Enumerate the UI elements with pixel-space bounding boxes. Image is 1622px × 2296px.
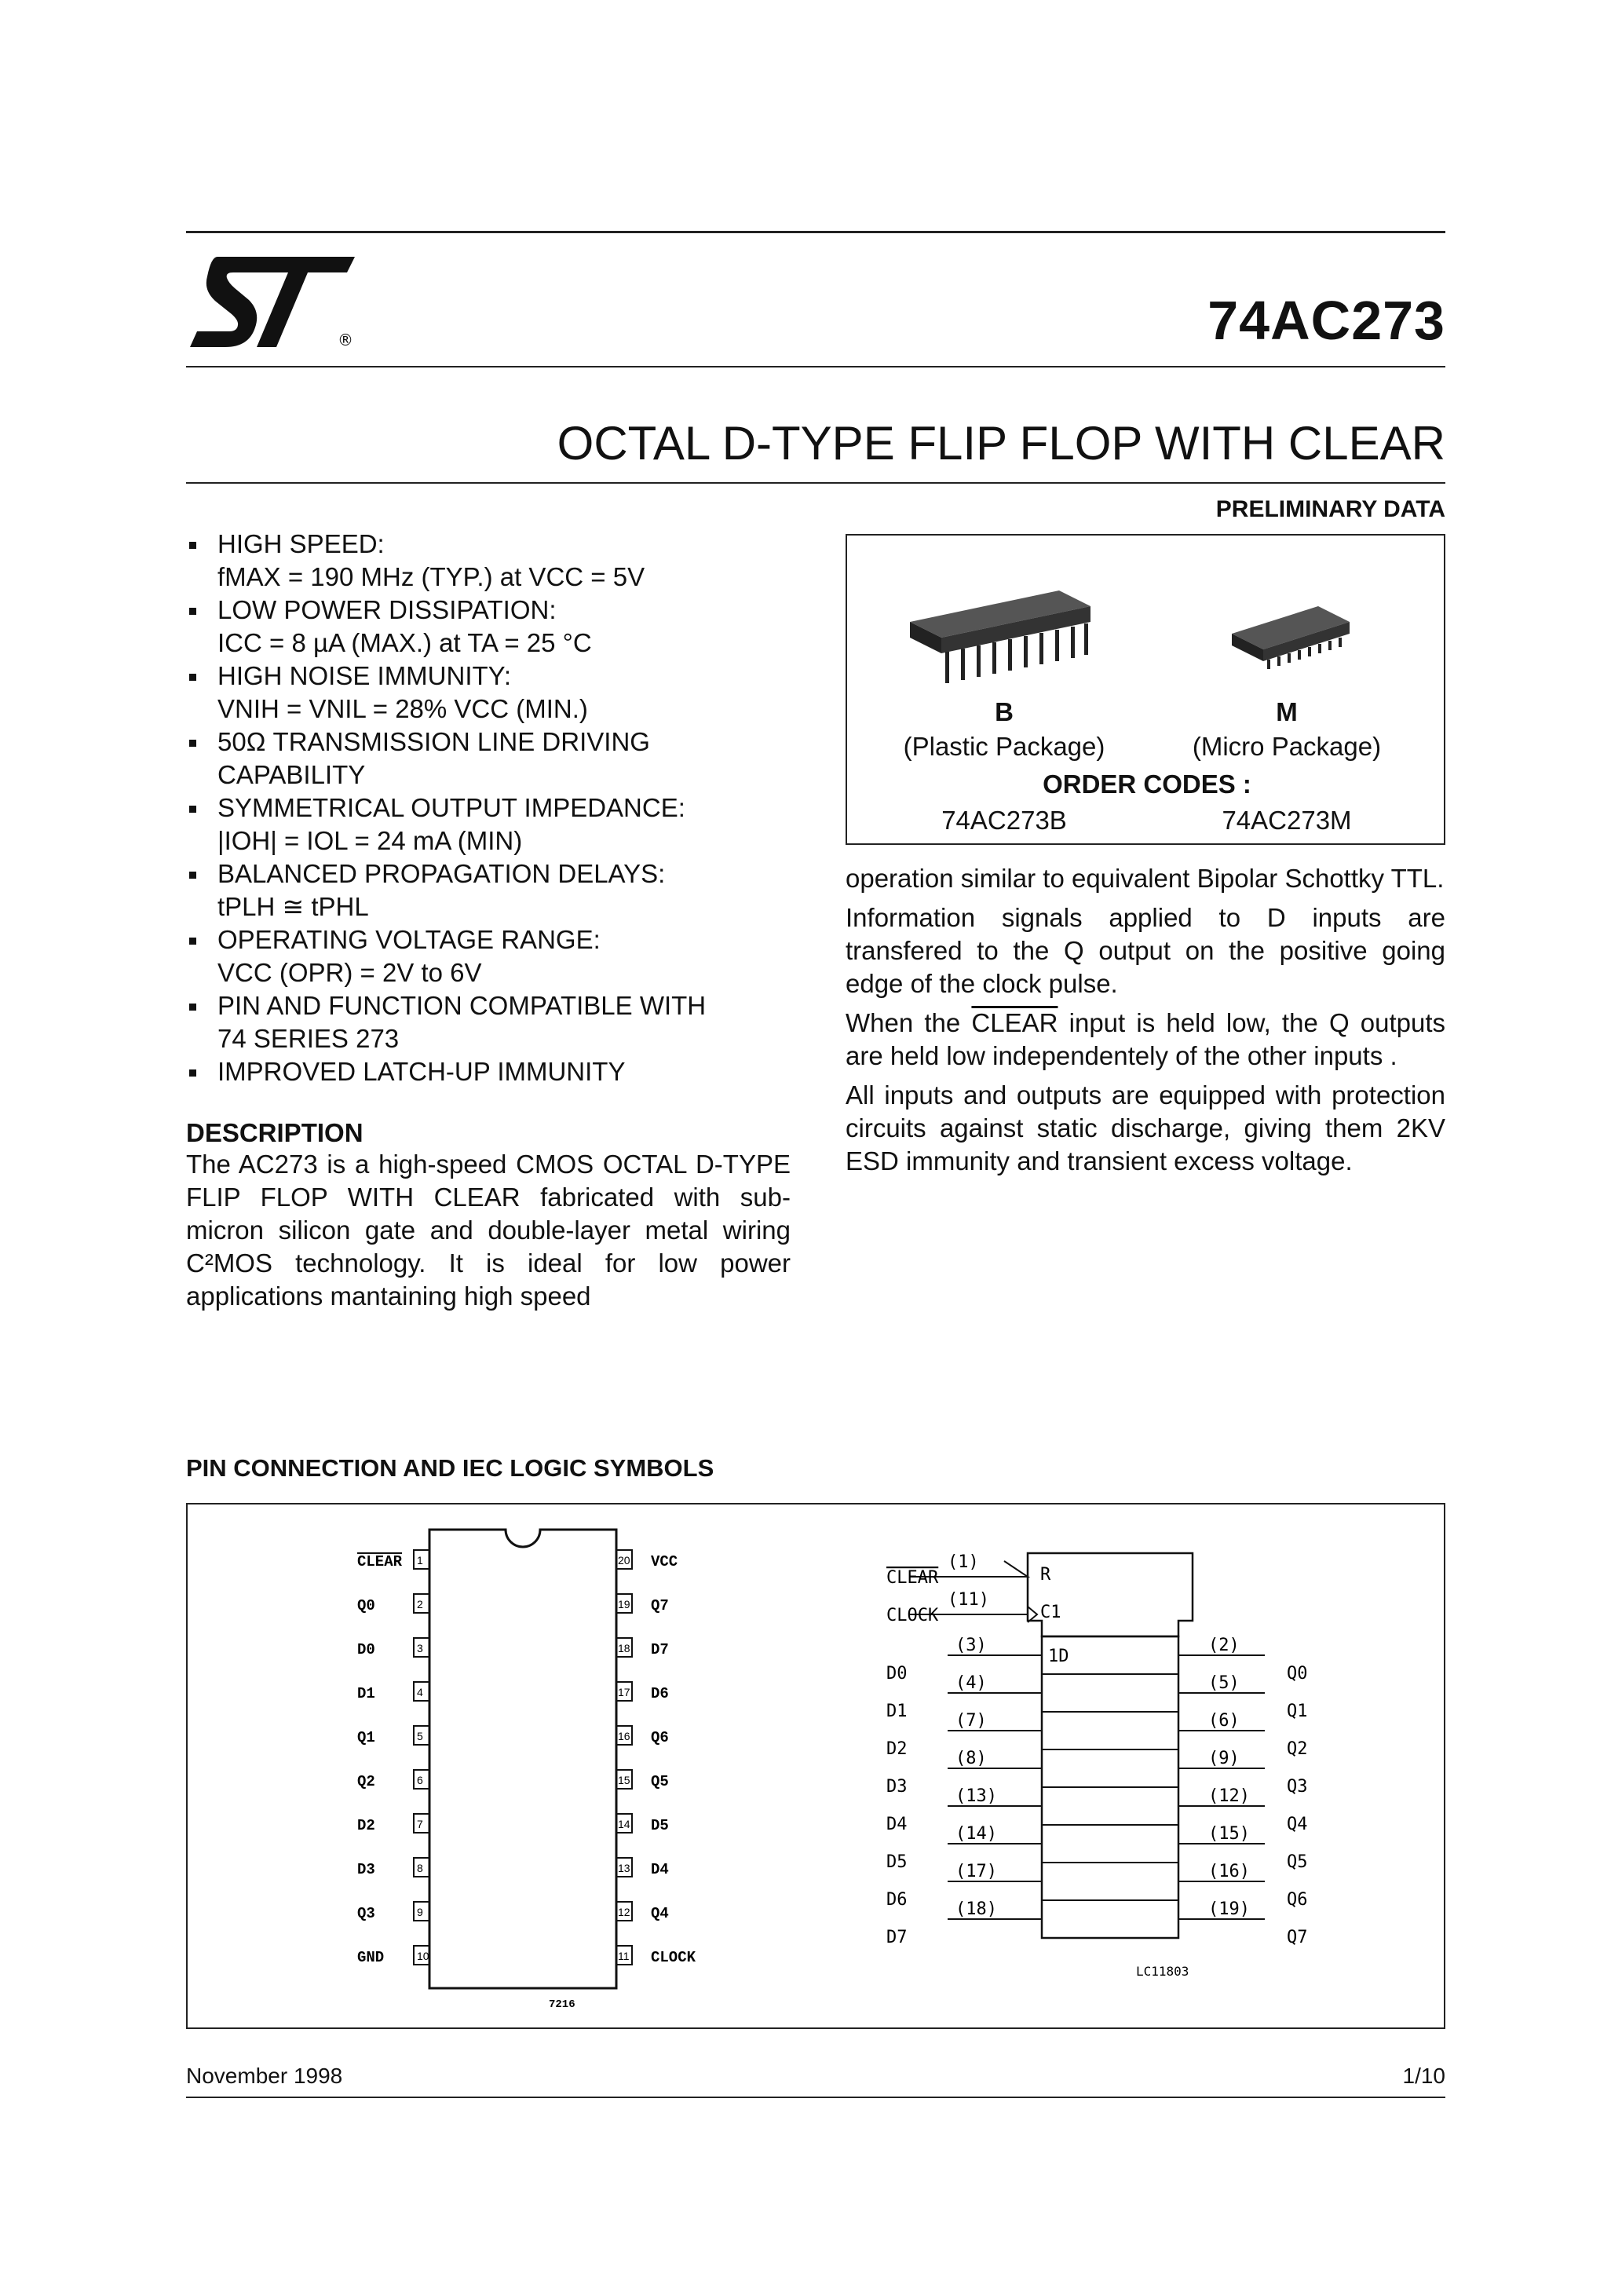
iec-pin-number: (12) [1208,1786,1250,1806]
dip-pin-label: Q1 [357,1729,375,1746]
iec-output-label: Q2 [1287,1739,1308,1759]
dip-package-icon [902,575,1098,685]
dip-pin-label: Q4 [651,1905,669,1922]
dip-pin-number: 17 [618,1686,630,1698]
iec-negation-mark [1004,1561,1028,1577]
dip-pin-label: D5 [651,1817,669,1834]
iec-input-label: D6 [886,1890,908,1910]
dip-pin-label: Q3 [357,1905,375,1922]
dip-pin-label: Q0 [357,1597,375,1614]
dip-pin-number: 19 [618,1598,630,1610]
order-code-b: 74AC273B [941,806,1067,835]
iec-output-label: Q0 [1287,1664,1308,1684]
dip-pin-label: VCC [651,1553,678,1570]
dip-pin-number: 8 [417,1862,423,1874]
description-continued [846,862,1445,1184]
iec-pin-number: (13) [955,1786,997,1806]
package-m-name: (Micro Package) [1192,732,1382,761]
iec-pin-number: (7) [955,1711,987,1731]
feature-item: SYMMETRICAL OUTPUT IMPEDANCE: |IOH| = IOL = 24 mA (MIN) [186,792,814,857]
iec-output-label: Q7 [1287,1928,1308,1947]
feature-item: BALANCED PROPAGATION DELAYS: tPLH ≅ tPHL [186,857,814,923]
order-code-m: 74AC273M [1222,806,1352,835]
dip-pin-label: D2 [357,1817,375,1834]
iec-input-label: D1 [886,1702,908,1721]
description-para-5: All inputs and outputs are equipped with protection circuits against static discharge, giving them 2KV ESD immunity and transient excess voltage. [846,1080,1445,1175]
feature-item: HIGH NOISE IMMUNITY: VNIH = VNIL = 28% VCC (MIN.) [186,660,814,726]
dip-pin-label: Q2 [357,1773,375,1790]
dip-pin-number: 20 [618,1554,630,1567]
iec-input-label: D2 [886,1739,908,1759]
iec-pin-number: (3) [955,1636,987,1655]
dip-pin-label: D6 [651,1685,669,1702]
page-number: 1/10 [1402,2064,1445,2088]
iec-pin-number: (18) [955,1899,997,1919]
dip-pin-number: 2 [417,1598,423,1610]
document-title: OCTAL D-TYPE FLIP FLOP WITH CLEAR [557,417,1445,470]
dip-pin-number: 12 [618,1906,630,1918]
iec-control-block [1028,1553,1193,1636]
iec-output-label: Q4 [1287,1815,1308,1834]
dip-pin-number: 14 [618,1818,630,1830]
dip-pin-number: 13 [618,1862,630,1874]
bullet-icon [189,542,196,549]
feature-item: PIN AND FUNCTION COMPATIBLE WITH 74 SERIES 273 [186,989,814,1055]
bullet-icon [189,806,196,813]
iec-clear-label: CLEAR [886,1568,939,1588]
dip-pin-label: Q7 [651,1597,669,1614]
feature-list [186,528,814,1088]
st-logo [186,245,367,363]
feature-item: OPERATING VOLTAGE RANGE: VCC (OPR) = 2V to 6V [186,923,814,989]
dip-pin-number: 9 [417,1906,423,1918]
iec-pin-number: (8) [955,1749,987,1768]
dip-pin-label: Q6 [651,1729,669,1746]
package-b-name: (Plastic Package) [903,732,1105,761]
bullet-icon [189,872,196,879]
dip-pin-label: D3 [357,1861,375,1878]
bullet-icon [189,1004,196,1011]
pin-diagram-box [186,1503,1445,2029]
status-label: PRELIMINARY DATA [1215,496,1445,522]
iec-pin-number: (11) [948,1590,989,1610]
iec-output-label: Q1 [1287,1702,1308,1721]
dip-pin-number: 16 [618,1730,630,1742]
bullet-icon [189,1069,196,1077]
part-number: 74AC273 [1207,290,1445,351]
iec-input-label: D7 [886,1928,908,1947]
bullet-icon [189,608,196,615]
package-box [846,534,1445,845]
bullet-icon [189,938,196,945]
iec-output-label: Q3 [1287,1777,1308,1797]
dip-pin-number: 10 [417,1950,429,1962]
svg-text:®: ® [338,331,353,349]
pin-section-heading: PIN CONNECTION AND IEC LOGIC SYMBOLS [186,1454,714,1482]
dip-pin-number: 1 [417,1554,423,1567]
dip-body [429,1530,616,1988]
description-para-2: operation similar to equivalent Bipolar Schottky TTL. [846,864,1445,893]
dip-pin-number: 15 [618,1774,630,1786]
feature-item: LOW POWER DISSIPATION: ICC = 8 µA (MAX.) at TA = 25 °C [186,594,814,660]
footer-rule [186,2097,1445,2098]
iec-pin-number: (9) [1208,1749,1240,1768]
dip-pin-label: D4 [651,1861,669,1878]
dip-pin-number: 7 [417,1818,423,1830]
iec-input-label: D3 [886,1777,908,1797]
iec-pin-number: (2) [1208,1636,1240,1655]
title-rule [186,482,1445,484]
top-rule [186,231,1445,233]
dip-pin-number: 5 [417,1730,423,1742]
dip-pin-label: D0 [357,1641,375,1658]
iec-input-label: D4 [886,1815,908,1834]
iec-pin-number: (19) [1208,1899,1250,1919]
pin-diagram [188,1504,1444,2027]
bullet-icon [189,674,196,681]
bullet-icon [189,740,196,747]
dip-pin-label: Q5 [651,1773,669,1790]
iec-pin-number: (15) [1208,1824,1250,1844]
iec-1d-label: 1D [1048,1647,1069,1666]
header-rule [186,366,1445,367]
dip-pin-label: CLEAR [357,1553,403,1570]
iec-r-label: R [1040,1565,1051,1585]
dip-pin-label: CLOCK [651,1949,696,1966]
dip-pin-number: 6 [417,1774,423,1786]
iec-output-label: Q6 [1287,1890,1308,1910]
so-package-icon [1224,598,1357,677]
iec-pin-number: (6) [1208,1711,1240,1731]
dip-pin-number: 11 [618,1950,630,1962]
feature-item: IMPROVED LATCH-UP IMMUNITY [186,1055,814,1088]
iec-input-label: D5 [886,1852,908,1872]
order-codes-label: ORDER CODES : [1043,770,1251,799]
iec-pin-number: (5) [1208,1673,1240,1693]
description-para-4: When the CLEAR input is held low, the Q outputs are held low independentely of the other inputs . [846,1008,1446,1070]
dip-pin-label: D1 [357,1685,375,1702]
iec-pin-number: (4) [955,1673,987,1693]
iec-clock-label: CLOCK [886,1606,939,1625]
iec-code: LC11803 [1136,1964,1189,1979]
dip-pin-label: GND [357,1949,385,1966]
description-para-3: Information signals applied to D inputs are transfered to the Q output on the positive going edge of the clock pulse. [846,903,1445,998]
feature-item: 50Ω TRANSMISSION LINE DRIVING CAPABILITY [186,726,814,792]
iec-input-label: D0 [886,1664,908,1684]
iec-pin-number: (16) [1208,1862,1250,1881]
description-heading: DESCRIPTION [186,1118,363,1147]
iec-pin-number: (14) [955,1824,997,1844]
dip-pin-label: D7 [651,1641,669,1658]
feature-item: HIGH SPEED: fMAX = 190 MHz (TYP.) at VCC = 5V [186,528,814,594]
dip-pin-number: 4 [417,1686,423,1698]
dip-pin-number: 18 [618,1642,630,1654]
footer-date: November 1998 [186,2064,343,2088]
description-para-1: The AC273 is a high-speed CMOS OCTAL D-TYPE FLIP FLOP WITH CLEAR fabricated with sub-micron silicon gate and double-layer metal wiring C²MOS technology. It is ideal for low power applications mantaining high speed [186,1150,791,1311]
package-b-letter: B [995,697,1014,726]
iec-pin-number: (17) [955,1862,997,1881]
dip-pin-number: 3 [417,1642,423,1654]
iec-pin-number: (1) [948,1552,979,1572]
iec-output-label: Q5 [1287,1852,1308,1872]
dip-code: 7216 [549,1998,575,2011]
iec-c1-label: C1 [1040,1603,1061,1622]
package-m-letter: M [1276,697,1298,726]
